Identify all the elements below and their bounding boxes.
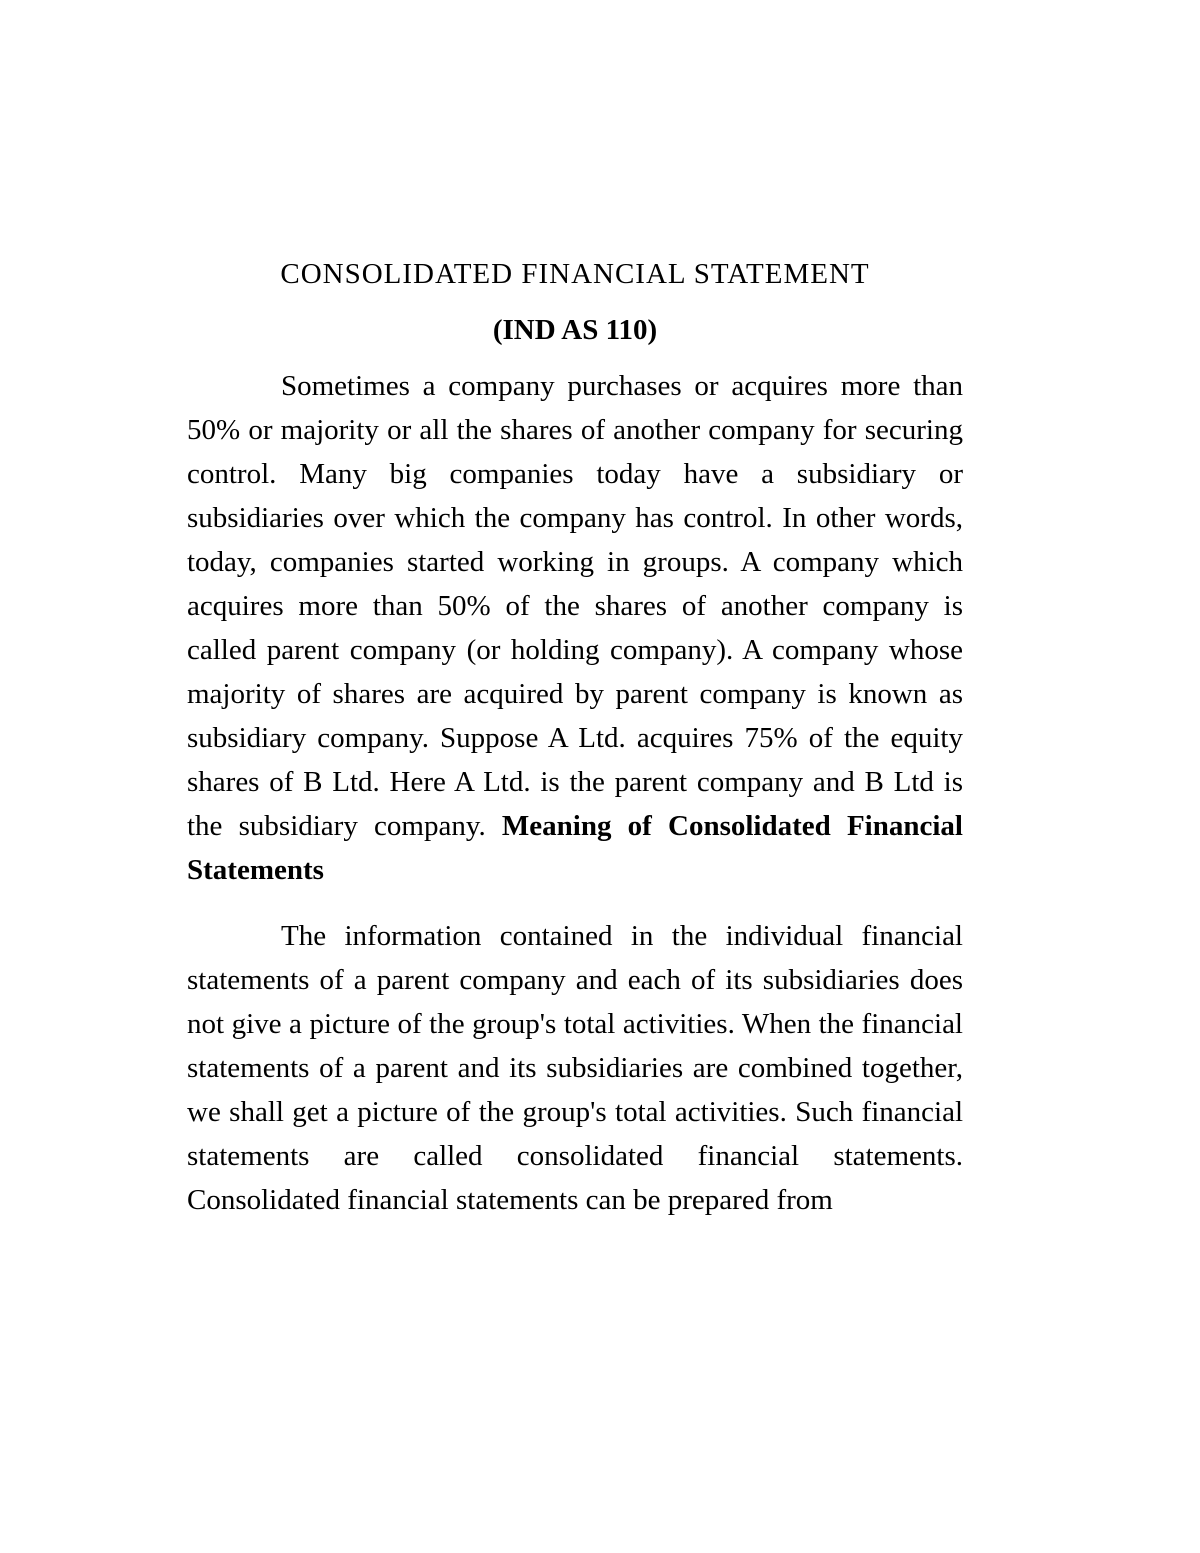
section-heading-meaning: Meaning of Consolidated Financial Statements <box>187 810 963 886</box>
paragraph-intro-text: Sometimes a company purchases or acquires more than 50% or majority or all the shares of another company for securing control. Many big companies today have a subsidiary or subsidiaries over which the company has control. In other words, today, companies started working in groups. A company which acquires more than 50% of the shares of another company is called parent company (or holding company). A company whose majority of shares are acquired by parent company is known as subsidiary company. Suppose A Ltd. acquires 75% of the equity shares of B Ltd. Here A Ltd. is the parent company and B Ltd is the subsidiary company. <box>187 370 963 842</box>
page-content <box>187 252 963 1222</box>
paragraph-meaning-text: The information contained in the individual financial statements of a parent company and each of its subsidiaries does not give a picture of the group's total activities. When the financial statements of a parent and its subsidiaries are combined together, we shall get a picture of the group's total activities. Such financial statements are called consolidated financial statements. Consolidated financial statements can be prepared from <box>187 920 963 1216</box>
document-subtitle: (IND AS 110) <box>492 314 658 346</box>
paragraph-intro <box>187 364 963 892</box>
document-title: CONSOLIDATED FINANCIAL STATEMENT <box>280 258 870 290</box>
paragraph-meaning <box>187 914 963 1222</box>
